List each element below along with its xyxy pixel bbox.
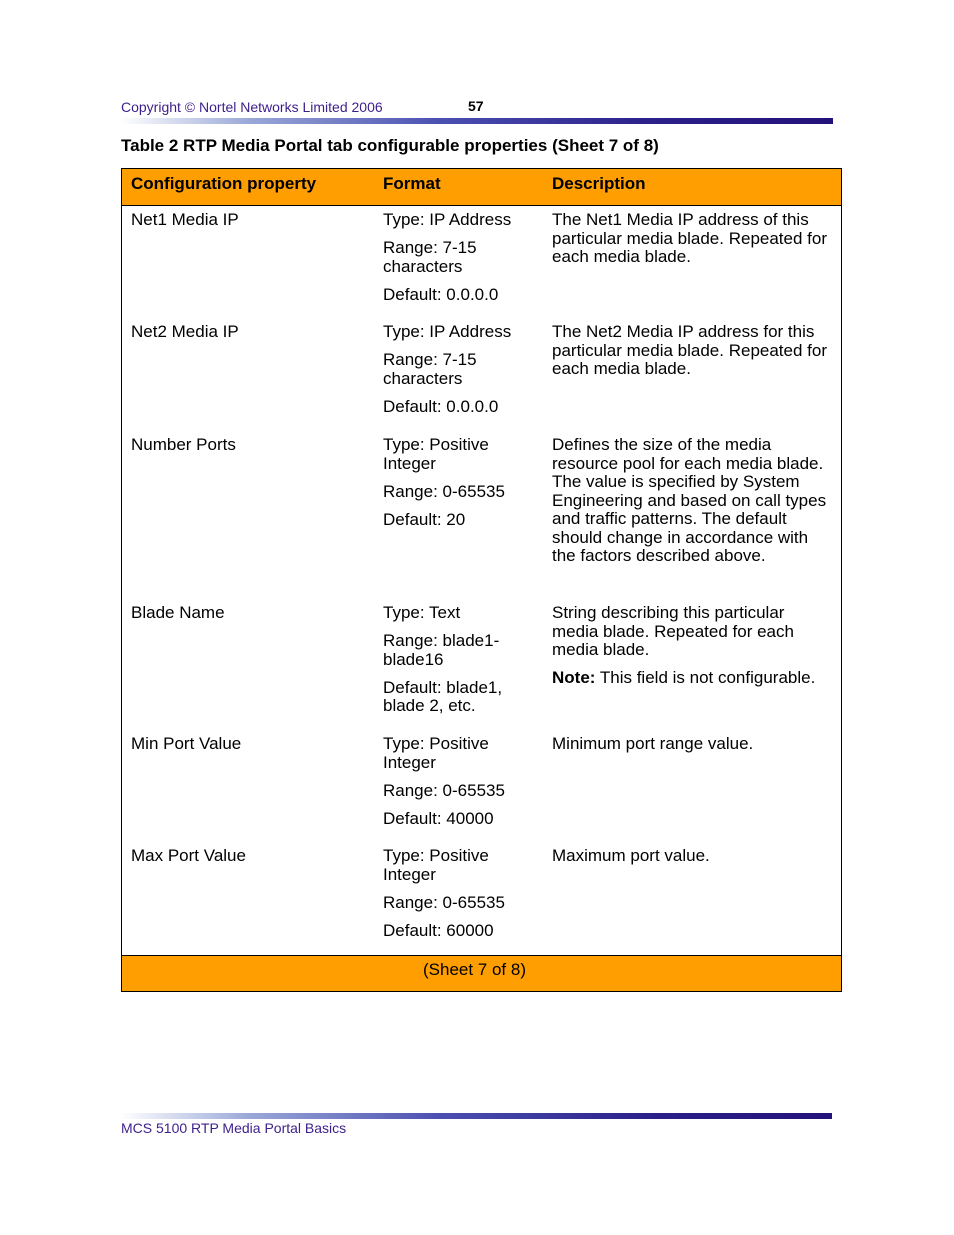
property-name: Min Port Value [131,734,242,753]
description-cell: The Net2 Media IP address for this particular media blade. Repeated for each media blade. [552,322,827,378]
format-type: Type: Positive Integer [383,734,489,772]
format-type: Type: Text [383,603,461,622]
property-name: Blade Name [131,603,225,622]
description-cell: Maximum port value. [552,846,710,865]
property-name: Max Port Value [131,846,246,865]
properties-table [121,168,842,992]
description-cell [552,604,834,688]
format-range: Range: 0-65535 [383,892,505,912]
column-header-format: Format [383,174,441,193]
format-range: Range: 0-65535 [383,780,505,800]
format-default: Default: 60000 [383,920,494,940]
description-cell: Defines the size of the media resource pool for each media blade. The value is specified by System Engineering and based on call types and traffic patterns. The default should change in accordance with the factors described above. [552,435,827,565]
note-label: Note: [552,668,596,687]
format-cell [383,211,543,304]
format-default: Default: 0.0.0.0 [383,284,499,304]
format-range: Range: 7-15 characters [383,350,477,388]
format-default: Default: 20 [383,509,466,529]
document-title: MCS 5100 RTP Media Portal Basics [121,1120,347,1136]
format-default: Default: 0.0.0.0 [383,396,499,416]
table-title: Table 2 RTP Media Portal tab configurable properties (Sheet 7 of 8) [121,136,659,155]
sheet-indicator: (Sheet 7 of 8) [422,960,526,979]
header-rule [121,118,833,124]
description-cell: The Net1 Media IP address of this particular media blade. Repeated for each media blade. [552,210,827,266]
format-default: Default: blade1, blade 2, etc. [383,677,503,715]
note-text: This field is not configurable. [595,668,816,687]
note [552,669,834,688]
column-header-property: Configuration property [131,174,317,193]
format-range: Range: blade1-blade16 [383,631,500,669]
format-cell [383,847,543,940]
table-footer-row [122,955,841,991]
format-type: Type: Positive Integer [383,435,489,473]
format-type: Type: IP Address [383,322,512,341]
footer-rule [121,1113,832,1119]
property-name: Net2 Media IP [131,322,239,341]
format-cell [383,323,543,416]
format-type: Type: IP Address [383,210,512,229]
property-name: Number Ports [131,435,236,454]
format-default: Default: 40000 [383,808,494,828]
description-text: String describing this particular media blade. Repeated for each media blade. [552,603,794,659]
format-cell [383,735,543,828]
property-name: Net1 Media IP [131,210,239,229]
format-type: Type: Positive Integer [383,846,489,884]
format-cell [383,604,543,716]
format-cell [383,436,543,529]
column-header-description: Description [552,174,646,193]
copyright-notice: Copyright © Nortel Networks Limited 2006 [121,99,383,115]
format-range: Range: 7-15 characters [383,238,477,276]
page-number: 57 [468,98,484,114]
table-header-row [122,169,841,206]
format-range: Range: 0-65535 [383,481,505,501]
description-cell: Minimum port range value. [552,734,754,753]
